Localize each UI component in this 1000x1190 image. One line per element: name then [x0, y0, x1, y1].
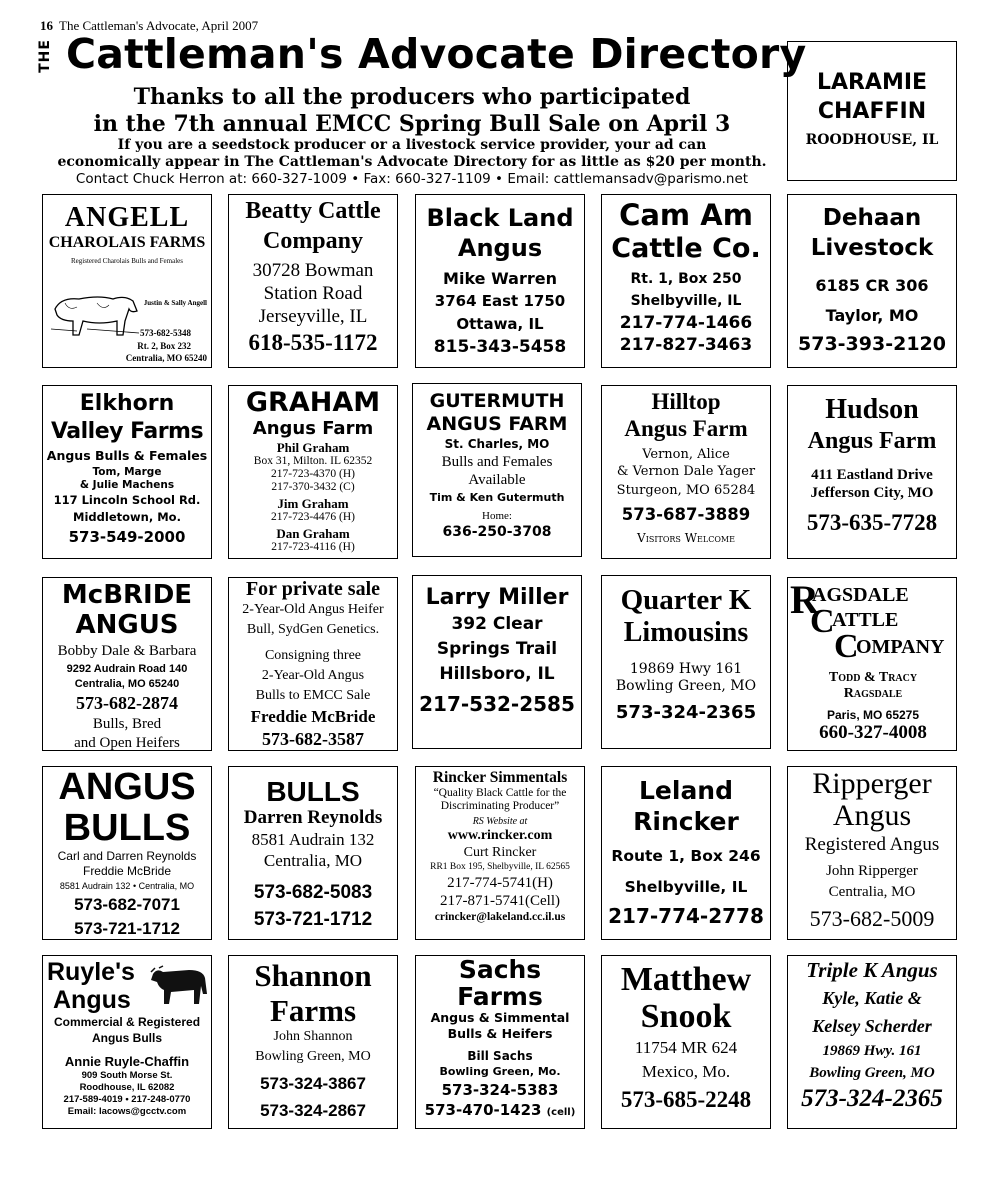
ad-leland-rincker: Leland Rincker Route 1, Box 246 Shelbyville, IL 217-774-2778: [601, 766, 771, 940]
bull-illustration: [47, 281, 143, 341]
ad-quarter-k-limousins: Quarter K Limousins 19869 Hwy 161 Bowling Green, MO 573-324-2365: [601, 575, 771, 749]
ad-shannon-farms: Shannon Farms John Shannon Bowling Green, MO 573-324-3867 573-324-2867: [228, 955, 398, 1129]
ad-dehaan-livestock: Dehaan Livestock 6185 CR 306 Taylor, MO 573-393-2120: [787, 194, 957, 368]
ad-beatty-cattle: Beatty Cattle Company 30728 Bowman Station Road Jerseyville, IL 618-535-1172: [228, 194, 398, 368]
publication-name: The Cattleman's Advocate, April 2007: [59, 18, 259, 33]
ad-angell-charolais: ANGELL CHAROLAIS FARMS Registered Charolais Bulls and Females Justin & Sally Angell 573-682-5348 Rt. 2, Box 232 Centralia, MO 65240: [42, 194, 212, 368]
ad-bulls-reynolds: BULLS Darren Reynolds 8581 Audrain 132 Centralia, MO 573-682-5083 573-721-1712: [228, 766, 398, 940]
ad-laramie-chaffin: LARAMIE CHAFFIN ROODHOUSE, IL: [787, 41, 957, 181]
page-number: 16: [40, 18, 53, 33]
ad-hilltop-angus: Hilltop Angus Farm Vernon, Alice & Vernon Dale Yager Sturgeon, MO 65284 573-687-3889 Visitors Welcome: [601, 385, 771, 559]
thanks-line-2: in the 7th annual EMCC Spring Bull Sale on April 3: [93, 111, 731, 137]
the-vertical-label: THE: [36, 39, 53, 73]
contact-line: Contact Chuck Herron at: 660-327-1009 • Fax: 660-327-1109 • Email: cattlemansadv@parismo.net: [75, 171, 749, 187]
ad-ripperger-angus: Ripperger Angus Registered Angus John Ripperger Centralia, MO 573-682-5009: [787, 766, 957, 940]
thanks-line-1: Thanks to all the producers who participated: [133, 84, 691, 110]
ad-hudson-angus: Hudson Angus Farm 411 Eastland Drive Jefferson City, MO 573-635-7728: [787, 385, 957, 559]
ad-sachs-farms: Sachs Farms Angus & Simmental Bulls & Heifers Bill Sachs Bowling Green, Mo. 573-324-5383 573-470-1423 (cell): [415, 955, 585, 1129]
ad-ruyles-angus: Ruyle's Angus Commercial & Registered Angus Bulls Annie Ruyle-Chaffin 909 South Morse St. Roodhouse, IL 62082 217-589-4019 • 217-248-0770 Email: lacows@gcctv.com: [42, 955, 212, 1129]
ad-triple-k-angus: Triple K Angus Kyle, Katie & Kelsey Scherder 19869 Hwy. 161 Bowling Green, MO 573-324-2365: [787, 955, 957, 1129]
ad-graham-angus: GRAHAM Angus Farm Phil Graham Box 31, Milton. IL 62352 217-723-4370 (H) 217-370-3432 (C) Jim Graham 217-723-4476 (H) Dan Graham 217-723-4116 (H): [228, 385, 398, 559]
ad-private-sale: For private sale 2-Year-Old Angus Heifer Bull, SydGen Genetics. Consigning three 2-Year-Old Angus Bulls to EMCC Sale Freddie McBride 573-682-3587: [228, 577, 398, 751]
ad-rincker-simmentals: Rincker Simmentals “Quality Black Cattle for the Discriminating Producer” RS Website at www.rincker.com Curt Rincker RR1 Box 195, Shelbyville, IL 62565 217-774-5741(H) 217-871-5741(Cell) crincker@lakeland.cc.il.us: [415, 766, 585, 940]
ad-ragsdale-cattle: R AGSDALE C ATTLE C OMPANY Todd & Tracy Ragsdale Paris, MO 65275 660-327-4008: [787, 577, 957, 751]
seedstock-line-2: economically appear in The Cattleman's Advocate Directory for as little as $20 per month.: [57, 154, 767, 170]
seedstock-line-1: If you are a seedstock producer or a livestock service provider, your ad can: [117, 137, 707, 153]
ad-angus-bulls: ANGUS BULLS Carl and Darren Reynolds Freddie McBride 8581 Audrain 132 • Centralia, MO 573-682-7071 573-721-1712: [42, 766, 212, 940]
ad-mcbride-angus: McBRIDE ANGUS Bobby Dale & Barbara 9292 Audrain Road 140 Centralia, MO 65240 573-682-2874 Bulls, Bred and Open Heifers: [42, 577, 212, 751]
ad-gutermuth-angus: GUTERMUTH ANGUS FARM St. Charles, MO Bulls and Females Available Tim & Ken Gutermuth Home: 636-250-3708: [412, 383, 582, 557]
bull-icon: [149, 964, 211, 1008]
ad-cam-am-cattle: Cam Am Cattle Co. Rt. 1, Box 250 Shelbyville, IL 217-774-1466 217-827-3463: [601, 194, 771, 368]
ad-elkhorn-valley: Elkhorn Valley Farms Angus Bulls & Females Tom, Marge & Julie Machens 117 Lincoln School Rd. Middletown, Mo. 573-549-2000: [42, 385, 212, 559]
ad-matthew-snook: Matthew Snook 11754 MR 624 Mexico, Mo. 573-685-2248: [601, 955, 771, 1129]
directory-title: Cattleman's Advocate Directory: [66, 30, 807, 78]
ad-larry-miller: Larry Miller 392 Clear Springs Trail Hillsboro, IL 217-532-2585: [412, 575, 582, 749]
ad-black-land-angus: Black Land Angus Mike Warren 3764 East 1750 Ottawa, IL 815-343-5458: [415, 194, 585, 368]
